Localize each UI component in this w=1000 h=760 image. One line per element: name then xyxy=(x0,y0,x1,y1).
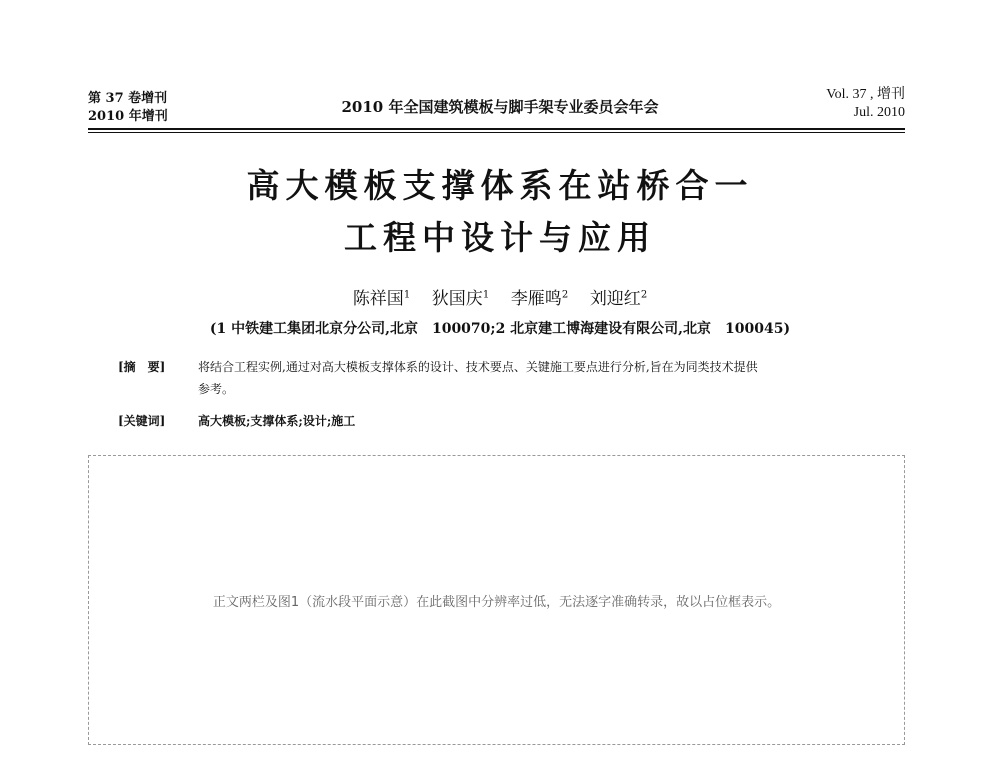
abstract xyxy=(118,356,918,400)
author: 刘迎红$^2$ xyxy=(589,289,648,309)
author: 李雁鸣$^2$ xyxy=(510,289,569,309)
keywords-label: [关键词] xyxy=(118,414,166,428)
author: 陈祥国$^1$ xyxy=(352,289,411,309)
year-line: 2010 年增刊 xyxy=(88,109,168,124)
journal-volume-en xyxy=(826,86,905,122)
header-rule-thin xyxy=(88,132,905,133)
conference-name: 2010 年全国建筑模板与脚手架专业委员会年会 xyxy=(341,98,659,116)
abstract-text: 将结合工程实例,通过对高大模板支撑体系的设计、技术要点、关键施工要点进行分析,旨在为同类技术提供 xyxy=(198,360,758,374)
keywords xyxy=(118,412,918,429)
date-line: Jul. 2010 xyxy=(853,105,905,120)
abstract-label: [摘 要] xyxy=(118,360,166,374)
abstract-text-cont: 参考。 xyxy=(198,382,235,396)
body-placeholder: 正文两栏及图1（流水段平面示意）在此截图中分辨率过低，无法逐字准确转录，故以占位框表示。 xyxy=(88,455,905,745)
paper-title-line1: 高大模板支撑体系在站桥合一 xyxy=(246,166,754,205)
paper-title-line2: 工程中设计与应用 xyxy=(344,218,656,257)
header-rule xyxy=(88,128,905,130)
vol-line: Vol. 37 , 增刊 xyxy=(826,87,905,102)
author: 狄国庆$^1$ xyxy=(431,289,490,309)
affiliation: (1 中铁建工集团北京分公司,北京 100070;2 北京建工博海建设有限公司,北京 100045) xyxy=(209,321,791,337)
keywords-text: 高大模板;支撑体系;设计;施工 xyxy=(198,414,356,428)
volume-line: 第 37 卷增刊 xyxy=(88,91,168,106)
author-list xyxy=(0,284,1000,309)
